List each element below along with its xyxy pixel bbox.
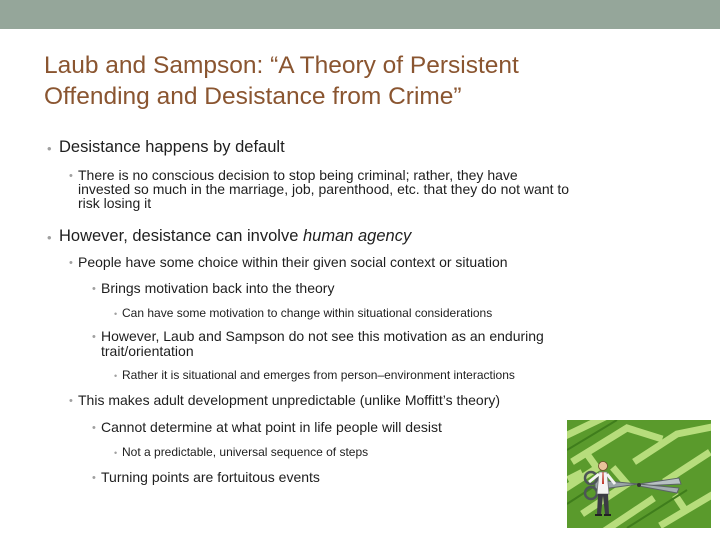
bullet-dot: • [69,395,73,407]
bullet-motivation-back [92,280,335,296]
bullet-text-line-1: There is no conscious decision to stop being criminal; rather, they have [78,167,518,183]
bullet-not-predictable [114,445,369,459]
bullet-dot: • [92,331,96,343]
bullet-dot: • [92,422,96,434]
bullet-people-choice [69,254,508,270]
bullet-text: Brings motivation back into the theory [101,280,335,296]
top-bar [0,0,720,29]
bullet-some-motivation [114,306,493,320]
bullet-text: Desistance happens by default [59,138,285,156]
bullet-human-agency [47,227,412,246]
bullet-dot: • [114,309,118,319]
bullet-text: Can have some motivation to change within situational considerations [122,306,493,320]
bullet-dot: • [47,230,52,245]
bullet-turning-points [92,469,320,485]
bullet-text-line-2: invested so much in the marriage, job, parenthood, etc. that they do not want to [78,181,570,197]
bullet-dot: • [69,257,73,269]
bullet-dot: • [114,448,118,458]
bullet-text: Turning points are fortuitous events [101,469,320,485]
bullet-text: This makes adult development unpredictable (unlike Moffitt’s theory) [78,392,501,408]
slide-title [44,50,684,112]
bullet-text: However, desistance can involve [59,227,303,245]
bullet-text: Not a predictable, universal sequence of steps [122,445,369,459]
bullet-unpredictable [69,392,501,408]
bullet-dot: • [114,371,118,381]
bullet-text: Rather it is situational and emerges from person–environment interactions [122,368,515,382]
bullet-dot: • [92,283,96,295]
bullet-dot: • [92,472,96,484]
bullet-desistance-default [47,138,285,157]
bullet-situational [114,368,515,382]
bullet-no-conscious-decision [69,167,570,211]
bullet-text-line-3: risk losing it [78,195,152,211]
bullet-emphasis: human agency [302,227,412,245]
bullet-dot: • [69,170,73,182]
bullet-text-line-2: trait/orientation [101,343,194,359]
bullet-not-enduring [92,328,544,359]
title-line-1: Laub and Sampson: “A Theory of Persistent [44,52,519,79]
bullet-text-line-1: However, Laub and Sampson do not see this motivation as an enduring [101,328,544,344]
bullet-cannot-determine [92,419,442,435]
bullet-text: People have some choice within their given social context or situation [78,254,508,270]
bullet-dot: • [47,141,52,156]
bullet-text: Cannot determine at what point in life people will desist [101,419,442,435]
title-line-2: Offending and Desistance from Crime” [44,83,462,110]
maze-scissors-icon [567,420,711,528]
